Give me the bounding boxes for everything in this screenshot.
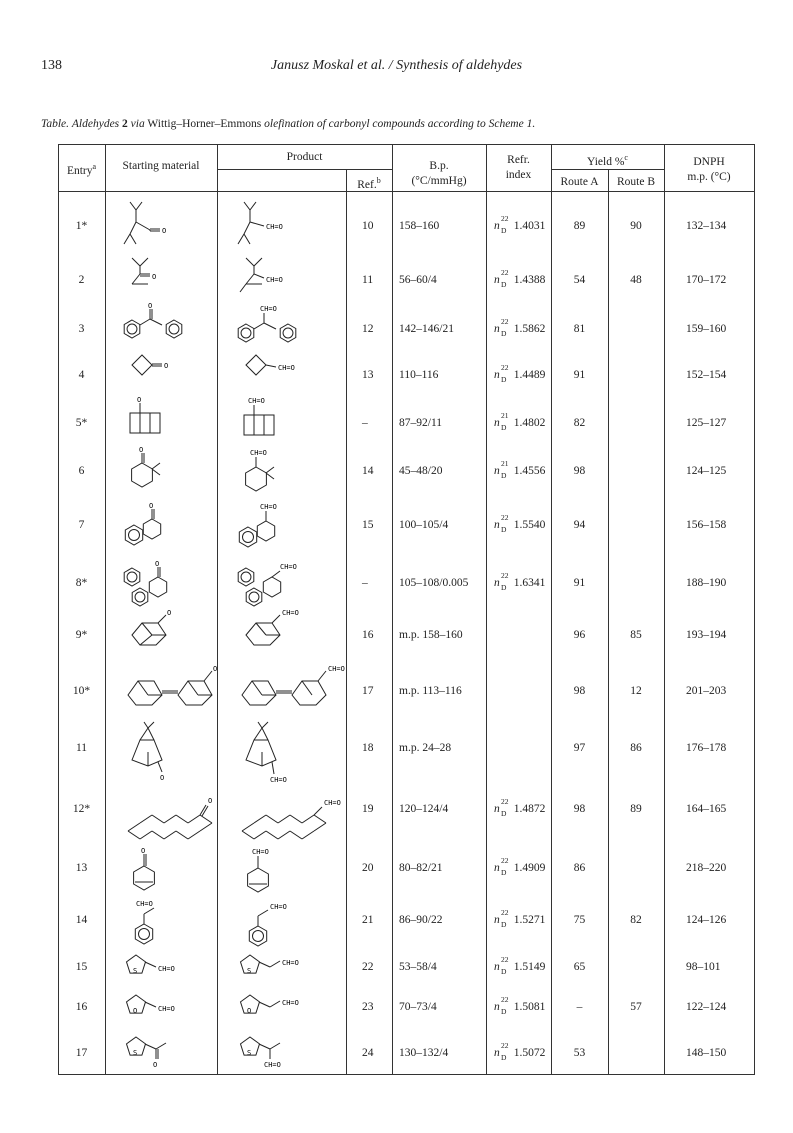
route-a-cell: 94 [573,519,586,531]
refr-value: 1.6341 [513,577,546,589]
svg-text:O: O [155,560,160,568]
col-sep-3 [346,169,347,1075]
route-a-cell: 75 [573,914,586,926]
refr-symbol: n [494,961,500,973]
ref-cell: – [362,577,368,589]
route-a-cell: 98 [573,685,586,697]
refr-index-cell [494,317,546,338]
refr-temp: 22 [501,995,509,1004]
entry-cell: 10* [72,685,91,697]
col-header-product: Product [286,151,323,163]
route-b-cell: 57 [630,1001,642,1013]
refr-symbol: n [494,220,500,232]
caption-compound-number: 2 [122,118,128,130]
table-top-rule [58,144,754,145]
bp-cell: 86–90/22 [399,914,443,926]
refr-value: 1.4489 [513,369,546,381]
refr-symbol: n [494,577,500,589]
route-a-cell: 91 [573,577,586,589]
bp-cell: 142–146/21 [399,323,454,335]
refr-sub: D [501,471,507,480]
starting-material-structure [118,1027,218,1088]
svg-text:CH=O: CH=O [158,1005,175,1013]
product-structure [232,499,342,564]
dnph-cell: 148–150 [686,1047,727,1059]
entry-cell: 4 [78,369,85,381]
route-a-cell: 98 [573,803,586,815]
dnph-cell: 193–194 [686,629,727,641]
dnph-cell: 176–178 [686,742,727,754]
refr-value: 1.4872 [513,803,546,815]
running-title: Janusz Moskal et al. / Synthesis of aldehydes [270,58,523,73]
route-a-cell: 89 [573,220,586,232]
svg-text:CH=O: CH=O [282,609,299,617]
refr-temp: 21 [501,411,509,420]
svg-text:S: S [133,967,138,975]
route-b-cell: 90 [630,220,642,232]
refr-temp: 22 [501,908,509,917]
svg-text:CH=O: CH=O [280,563,297,571]
svg-text:O: O [247,1007,252,1015]
entry-cell: 6 [78,465,85,477]
dnph-cell: 188–190 [686,577,727,589]
refr-value: 1.4909 [513,862,546,874]
refr-symbol: n [494,274,500,286]
entry-cell: 2 [78,274,85,286]
ref-cell: 12 [362,323,374,335]
svg-text:O: O [160,774,165,782]
dnph-cell: 122–124 [686,1001,727,1013]
dnph-cell: 152–154 [686,369,727,381]
refr-sub: D [501,967,507,976]
starting-material-structure [118,499,218,560]
svg-text:O: O [148,302,153,310]
route-a-cell: 54 [573,274,586,286]
refr-index-cell [494,797,546,818]
ref-cell: 17 [362,685,374,697]
refr-sub: D [501,226,507,235]
entry-cell: 17 [75,1047,88,1059]
bp-cell: 130–132/4 [399,1047,449,1059]
dnph-cell: 124–126 [686,914,727,926]
starting-material-structure [118,200,218,261]
entry-cell: 1* [75,220,88,232]
table-header-rule [58,191,754,192]
ref-cell: 22 [362,961,374,973]
svg-text:O: O [162,227,167,235]
col-sep-5 [486,144,487,1075]
route-a-cell: 82 [573,417,586,429]
svg-text:O: O [213,665,218,673]
bp-cell: 87–92/11 [399,417,443,429]
refr-temp: 22 [501,856,509,865]
col-sep-right [754,144,755,1075]
refr-sub: D [501,809,507,818]
col-header-yield: Yield %$^c$ [587,153,628,168]
refr-index-cell [494,214,546,235]
dnph-cell: 170–172 [686,274,727,286]
refr-value: 1.5081 [513,1001,546,1013]
ref-cell: 11 [362,274,374,286]
svg-text:CH=O: CH=O [264,1061,281,1069]
entry-cell: 16 [75,1001,88,1013]
entry-cell: 9* [75,629,88,641]
refr-temp: 22 [501,317,509,326]
refr-index-cell [494,268,546,289]
route-b-cell: 82 [630,914,642,926]
refr-temp: 22 [501,571,509,580]
route-a-cell: 65 [573,961,586,973]
refr-index-cell [494,571,546,592]
col-sep-4 [392,144,393,1075]
ref-cell: 18 [362,742,374,754]
svg-text:CH=O: CH=O [260,503,277,511]
svg-text:S: S [247,967,252,975]
entry-cell: 5* [75,417,88,429]
svg-text:CH=O: CH=O [270,903,287,911]
ref-cell: 10 [362,220,374,232]
refr-value: 1.4031 [513,220,546,232]
refr-sub: D [501,525,507,534]
starting-material-structure [118,722,218,783]
product-structure [232,722,342,787]
refr-temp: 22 [501,363,509,372]
refr-symbol: n [494,465,500,477]
route-a-cell: 53 [573,1047,586,1059]
route-b-cell: 48 [630,274,642,286]
refr-temp: 22 [501,955,509,964]
bp-cell: m.p. 24–28 [399,742,452,754]
svg-text:O: O [133,1007,138,1015]
bp-cell: 105–108/0.005 [399,577,469,589]
refr-symbol: n [494,1047,500,1059]
svg-text:CH=O: CH=O [260,305,277,313]
refr-sub: D [501,1053,507,1062]
refr-sub: D [501,583,507,592]
refr-temp: 22 [501,214,509,223]
route-a-cell: 98 [573,465,586,477]
caption-prefix: Table. [41,118,70,130]
refr-index-cell [494,363,546,384]
ref-cell: – [362,417,368,429]
product-structure [232,783,342,848]
refr-index-cell [494,513,546,534]
refr-symbol: n [494,803,500,815]
entry-cell: 11 [75,742,88,754]
col-header-bp: B.p. (°C/mmHg) [411,160,467,187]
route-a-cell: 97 [573,742,586,754]
svg-text:CH=O: CH=O [282,999,299,1007]
ref-cell: 20 [362,862,374,874]
caption-text-b: via [130,118,145,130]
refr-index-cell [494,1041,546,1062]
svg-text:O: O [153,1061,158,1069]
svg-text:CH=O: CH=O [266,223,283,231]
refr-value: 1.4556 [513,465,546,477]
svg-text:CH=O: CH=O [324,799,341,807]
refr-temp: 22 [501,268,509,277]
refr-value: 1.5540 [513,519,546,531]
entry-cell: 7 [78,519,85,531]
ref-cell: 19 [362,803,374,815]
product-structure [232,1027,342,1092]
caption-text-d: olefination of carbonyl compounds according to Scheme 1. [264,118,536,130]
svg-text:O: O [141,847,146,855]
bp-cell: m.p. 113–116 [399,685,462,697]
dnph-cell: 124–125 [686,465,727,477]
svg-text:O: O [167,609,172,617]
col-sep-8 [664,144,665,1075]
bp-cell: 56–60/4 [399,274,437,286]
route-b-cell: 12 [630,685,642,697]
route-a-cell: – [576,1001,583,1013]
caption-text-a: Aldehydes [71,118,120,130]
bp-cell: 100–105/4 [399,519,449,531]
product-subrule [217,169,392,170]
bp-cell: 110–116 [399,369,439,381]
route-a-cell: 81 [573,323,586,335]
bp-cell: 70–73/4 [399,1001,437,1013]
dnph-cell: 201–203 [686,685,727,697]
entry-cell: 8* [75,577,88,589]
entry-cell: 14 [75,914,88,926]
svg-text:CH=O: CH=O [248,397,265,405]
refr-value: 1.5271 [513,914,546,926]
refr-index-cell [494,856,546,877]
refr-index-cell [494,411,546,432]
bp-cell: 120–124/4 [399,803,449,815]
col-sep-7 [608,169,609,1075]
svg-text:CH=O: CH=O [250,449,267,457]
route-a-cell: 96 [573,629,586,641]
refr-symbol: n [494,862,500,874]
col-header-route-a: Route A [560,176,599,188]
svg-text:CH=O: CH=O [282,959,299,967]
starting-material-structure [118,665,218,726]
refr-symbol: n [494,914,500,926]
starting-material-structure [118,609,218,670]
col-header-ref: Ref.$^b$ [357,176,381,191]
bp-cell: 53–58/4 [399,961,437,973]
col-header-route-b: Route B [616,176,655,188]
dnph-cell: 125–127 [686,417,727,429]
refr-symbol: n [494,1001,500,1013]
refr-sub: D [501,920,507,929]
svg-text:CH=O: CH=O [328,665,345,673]
svg-text:S: S [247,1049,252,1057]
refr-index-cell [494,459,546,480]
entry-cell: 3 [78,323,85,335]
svg-text:CH=O: CH=O [136,900,153,908]
entry-cell: 12* [72,803,91,815]
refr-symbol: n [494,323,500,335]
refr-temp: 22 [501,513,509,522]
col-header-dnph: DNPH m.p. (°C) [687,156,731,183]
dnph-cell: 156–158 [686,519,727,531]
route-b-cell: 86 [630,742,642,754]
route-b-cell: 89 [630,803,642,815]
ref-cell: 23 [362,1001,374,1013]
svg-text:O: O [137,396,142,404]
svg-text:O: O [208,797,213,805]
bp-cell: 45–48/20 [399,465,443,477]
entry-cell: 13 [75,862,88,874]
refr-symbol: n [494,417,500,429]
svg-text:CH=O: CH=O [252,848,269,856]
refr-temp: 22 [501,797,509,806]
ref-cell: 14 [362,465,374,477]
route-a-cell: 86 [573,862,586,874]
product-structure [232,665,345,730]
ref-cell: 16 [362,629,374,641]
refr-sub: D [501,375,507,384]
ref-cell: 13 [362,369,374,381]
refr-index-cell [494,908,546,929]
ref-cell: 24 [362,1047,374,1059]
svg-text:O: O [139,446,144,454]
refr-sub: D [501,868,507,877]
refr-index-cell [494,955,546,976]
svg-text:O: O [152,273,157,281]
ref-cell: 21 [362,914,374,926]
route-a-cell: 91 [573,369,586,381]
starting-material-structure [118,783,218,844]
dnph-cell: 98–101 [686,961,721,973]
page-number: 138 [41,58,62,73]
refr-temp: 21 [501,459,509,468]
refr-symbol: n [494,519,500,531]
dnph-cell: 132–134 [686,220,727,232]
refr-index-cell [494,995,546,1016]
svg-text:CH=O: CH=O [266,276,283,284]
starting-material-structure [118,445,218,506]
col-header-refr: Refr. index [505,154,532,181]
caption-text-c: Wittig–Horner–Emmons [147,118,262,130]
col-sep-1 [105,144,106,1075]
col-header-entry: Entry$^a$ [66,162,97,177]
svg-text:S: S [133,1049,138,1057]
refr-symbol: n [494,369,500,381]
refr-value: 1.4388 [513,274,546,286]
bp-cell: 80–82/21 [399,862,443,874]
svg-text:CH=O: CH=O [270,776,287,784]
bp-cell: m.p. 158–160 [399,629,463,641]
refr-sub: D [501,329,507,338]
dnph-cell: 164–165 [686,803,727,815]
entry-cell: 15 [75,961,88,973]
svg-text:O: O [164,362,169,370]
svg-text:O: O [149,502,154,510]
refr-value: 1.5862 [513,323,546,335]
refr-temp: 22 [501,1041,509,1050]
ref-cell: 15 [362,519,374,531]
refr-sub: D [501,423,507,432]
route-b-cell: 85 [630,629,642,641]
svg-text:CH=O: CH=O [158,965,175,973]
col-header-starting-material: Starting material [122,160,200,172]
refr-value: 1.4802 [513,417,546,429]
refr-sub: D [501,280,507,289]
refr-value: 1.5072 [513,1047,546,1059]
svg-text:CH=O: CH=O [278,364,295,372]
refr-value: 1.5149 [513,961,546,973]
dnph-cell: 159–160 [686,323,727,335]
refr-sub: D [501,1007,507,1016]
dnph-cell: 218–220 [686,862,727,874]
bp-cell: 158–160 [399,220,440,232]
